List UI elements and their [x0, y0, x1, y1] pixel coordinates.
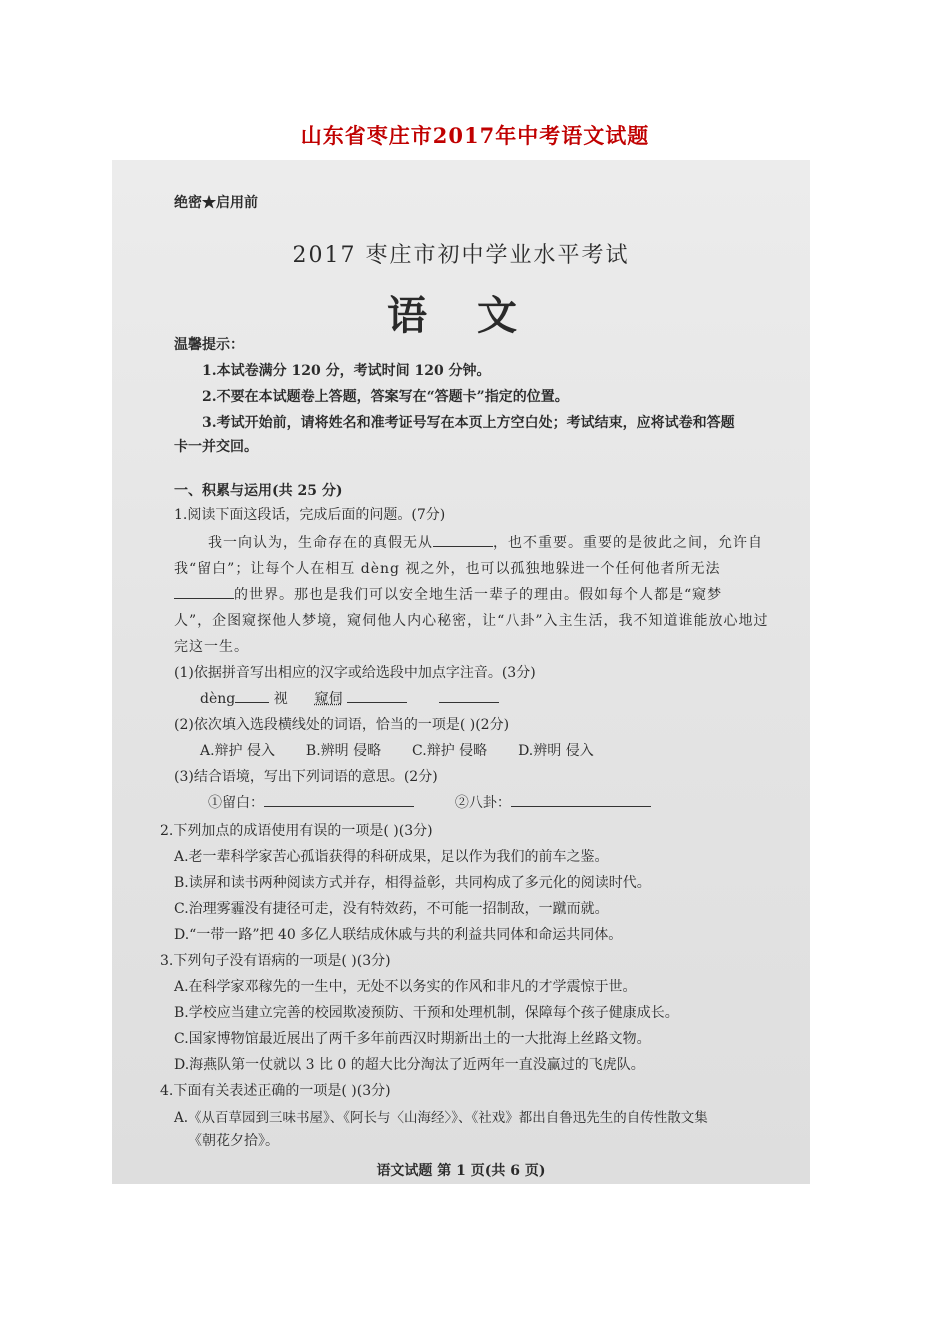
answer-blank[interactable]	[433, 534, 493, 547]
q4-stem: 4.下面有关表述正确的一项是( )(3分)	[160, 1083, 391, 1099]
option-c: C.辩护 侵略	[412, 743, 488, 759]
word-label: 窥伺	[314, 691, 343, 707]
q1-sub-2-options	[200, 740, 594, 760]
answer-blank[interactable]	[347, 690, 407, 703]
q1-sub-1: (1)依据拼音写出相应的汉字或给选段中加点字注音。(3分)	[174, 665, 536, 681]
q4-option-a: A.《从百草园到三味书屋》、《阿长与〈山海经〉》、《社戏》都出自鲁迅先生的自传性散文集	[174, 1110, 708, 1126]
option-b: B.辨明 侵略	[305, 743, 382, 759]
section-1-heading: 一、积累与运用(共 25 分)	[174, 483, 343, 499]
secret-label: 绝密★启用前	[174, 195, 258, 211]
answer-blank[interactable]	[511, 794, 651, 807]
tip-3: 3.考试开始前，请将姓名和准考证号写在本页上方空白处；考试结束，应将试卷和答题	[202, 415, 735, 431]
q3-option-a: A.在科学家邓稼先的一生中，无处不以务实的作风和非凡的才学震惊于世。	[174, 979, 637, 995]
document-title: 山东省枣庄市2017年中考语文试题	[300, 123, 650, 148]
tip-2: 2.不要在本试题卷上答题，答案写在“答题卡”指定的位置。	[202, 389, 569, 405]
q1-sub-3-items	[208, 792, 651, 812]
q1-sub-2: (2)依次填入选段横线处的词语，恰当的一项是( )(2分)	[174, 717, 510, 733]
answer-blank[interactable]	[235, 690, 269, 703]
tips-heading: 温馨提示：	[174, 337, 244, 353]
answer-blank[interactable]	[174, 586, 234, 599]
q1-stem: 1.阅读下面这段话，完成后面的问题。(7分)	[174, 507, 446, 523]
term-label: ②八卦：	[454, 795, 511, 811]
q2-option-a: A.老一辈科学家苦心孤诣获得的科研成果，足以作为我们的前车之鉴。	[174, 849, 609, 865]
exam-title: 2017 枣庄市初中学业水平考试	[292, 243, 630, 268]
term-label: ①留白：	[208, 795, 264, 811]
q3-option-b: B.学校应当建立完善的校园欺凌预防、干预和处理机制，保障每个孩子健康成长。	[174, 1005, 679, 1021]
passage-text: 的世界。那也是我们可以安全地生活一辈子的理由。假如每个人都是“窥梦	[234, 587, 723, 603]
subject-title: 语 文	[387, 292, 535, 339]
q1-sub-1-items	[200, 688, 499, 708]
q1-passage-line-3	[174, 584, 722, 604]
option-d: D.辨明 侵入	[518, 743, 594, 759]
answer-blank[interactable]	[264, 794, 414, 807]
passage-text: 我一向认为，生命存在的真假无从	[208, 535, 433, 551]
pinyin-label: dèng	[200, 691, 236, 707]
q3-option-d: D.海燕队第一仗就以 3 比 0 的超大比分淘汰了近两年一直没赢过的飞虎队。	[174, 1057, 645, 1073]
tip-3-cont: 卡一并交回。	[174, 439, 258, 455]
q1-passage-line-1	[208, 532, 763, 552]
passage-text: ，也不重要。重要的是彼此之间，允许自	[493, 535, 763, 551]
q1-passage-line-2: 我“留白”；让每个人在相互 dèng 视之外，也可以孤独地躲进一个任何他者所无法	[174, 561, 721, 577]
option-a: A.辩护 侵入	[200, 743, 276, 759]
q1-sub-3: (3)结合语境，写出下列词语的意思。(2分)	[174, 769, 438, 785]
q4-option-a-cont: 《朝花夕拾》。	[188, 1133, 279, 1149]
q2-option-c: C.治理雾霾没有捷径可走，没有特效药，不可能一招制敌，一蹴而就。	[174, 901, 609, 917]
q3-option-c: C.国家博物馆最近展出了两千多年前西汉时期新出土的一大批海上丝路文物。	[174, 1031, 651, 1047]
q3-stem: 3.下列句子没有语病的一项是( )(3分)	[160, 953, 391, 969]
page-footer: 语文试题 第 1 页(共 6 页)	[376, 1163, 546, 1179]
q1-passage-line-5: 完这一生。	[174, 639, 249, 655]
q2-option-b: B.读屏和读书两种阅读方式并存，相得益彰，共同构成了多元化的阅读时代。	[174, 875, 651, 891]
char-label: 视	[273, 691, 288, 707]
answer-blank[interactable]	[439, 690, 499, 703]
scanned-exam-page	[112, 160, 810, 1184]
q1-passage-line-4: 人”，企图窥探他人梦境，窥伺他人内心秘密，让“八卦”入主生活，我不知道谁能放心地过	[174, 613, 769, 629]
tip-1: 1.本试卷满分 120 分，考试时间 120 分钟。	[202, 363, 491, 379]
q2-stem: 2.下列加点的成语使用有误的一项是( )(3分)	[160, 823, 433, 839]
q2-option-d: D.“一带一路”把 40 多亿人联结成休戚与共的利益共同体和命运共同体。	[174, 927, 623, 943]
